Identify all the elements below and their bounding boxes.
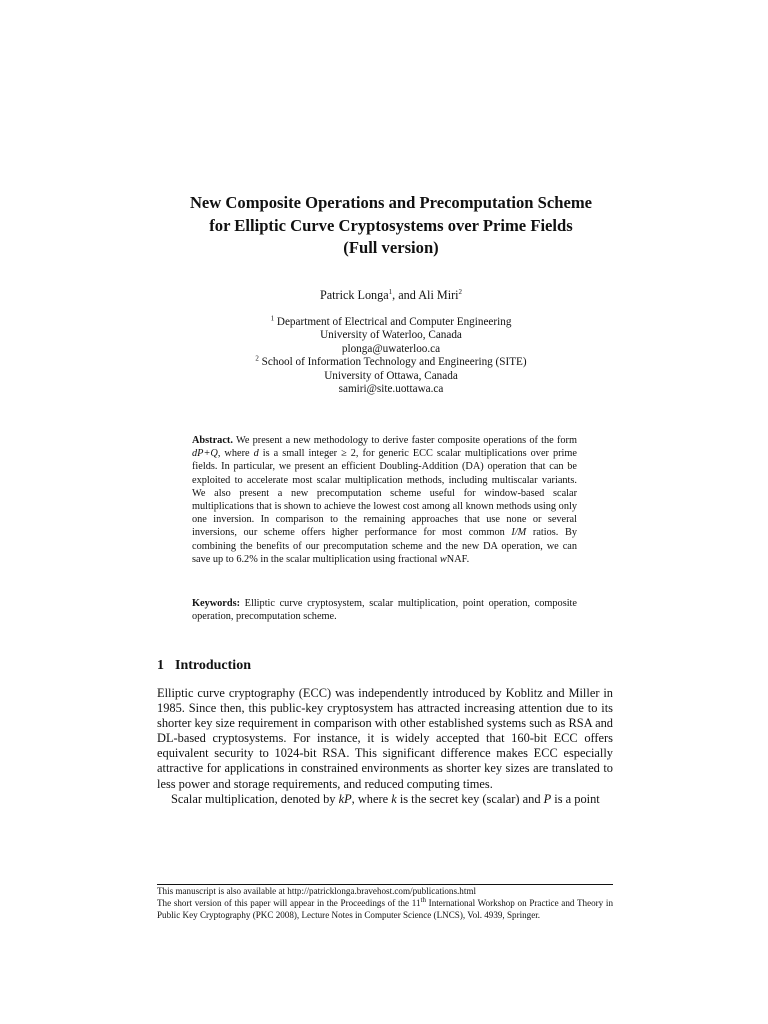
email: plonga@uwaterloo.ca [341, 342, 441, 355]
author-name: Patrick Longa [319, 288, 389, 302]
abstract-label: Abstract. [192, 435, 233, 446]
abstract: Abstract. We present a new methodology to derive faster composite operations of the form dP+Q, where d is a small integer ≥ 2, for generic ECC scalar multiplications over prime fields. In particular, we present an efficient Doubling-Addition (DA) operation that can be exploited to accelerate most scalar multiplication methods, including multiscalar variants. We also present a new precomputation scheme useful for window-based scalar multiplications that is shown to achieve the lowest cost among all known methods using only one inversion. In comparison to the remaining approaches that use none or several inversions, our scheme offers higher performance for most common I/M ratios. By combining the benefits of our precomputation scheme and the new DA operation, we can save up to 6.2% in the scalar multiplication using fractional wNAF. [192, 435, 577, 565]
email: samiri@site.uottawa.ca [338, 383, 444, 396]
keywords: Keywords: Elliptic curve cryptosystem, scalar multiplication, point operation, composite operation, precomputation scheme. [192, 598, 577, 623]
title-line-2: for Elliptic Curve Cryptosystems over Prime Fields [209, 215, 573, 235]
affiliation-mark: 2 [458, 287, 463, 296]
title-line-1: New Composite Operations and Precomputation Scheme [189, 193, 593, 212]
author-separator: , and [392, 288, 419, 302]
affiliation-line: $^2$ School of Information Technology and Engineering (SITE) [255, 354, 527, 369]
footnote: The short version of this paper will appear in the Proceedings of the 11th International Workshop on Practice and Theory in Public Key Cryptography (PKC 2008), Lecture Notes in Computer Science (LNCS), Vol. 4939, Springer. [157, 895, 613, 920]
section-number: 1 [157, 658, 164, 673]
affiliation-mark: 1 [388, 287, 393, 296]
section-heading [157, 658, 251, 674]
paragraph: Scalar multiplication, denoted by kP, where k is the secret key (scalar) and P is a point [171, 791, 600, 806]
title-line-3: (Full version) [343, 238, 439, 257]
paragraph: Elliptic curve cryptography (ECC) was independently introduced by Koblitz and Miller in 1985. Since then, this public-key cryptosystem has attracted increasing attention due to its shorter key size requirement in comparison with other established systems such as RSA and DL-based cryptosystems. For instance, it is widely accepted that 160-bit ECC offers equivalent security to 1024-bit RSA. This significant difference makes ECC especially attractive for applications in constrained environments as shorter key sizes are translated to less power and storage requirements, and reduced computing times. [157, 686, 613, 791]
affiliation-mark: 1 [270, 314, 275, 323]
footnote: This manuscript is also available at http://patricklonga.bravehost.com/publications.html [157, 886, 476, 896]
paper-title [150, 192, 632, 260]
affiliation-line: University of Waterloo, Canada [320, 329, 462, 342]
footnotes [157, 886, 613, 921]
introduction-body [157, 686, 613, 807]
footnote-divider [157, 884, 613, 885]
section-title: Introduction [175, 658, 251, 673]
author-name: Ali Miri [418, 288, 459, 302]
keywords-label: Keywords: [192, 598, 241, 609]
affiliation-mark: 2 [255, 354, 259, 363]
affiliation-line: $^1$ Department of Electrical and Computer Engineering [270, 314, 512, 328]
affiliations [150, 316, 632, 396]
affiliation-line: University of Ottawa, Canada [324, 369, 458, 382]
author-list [0, 288, 768, 303]
